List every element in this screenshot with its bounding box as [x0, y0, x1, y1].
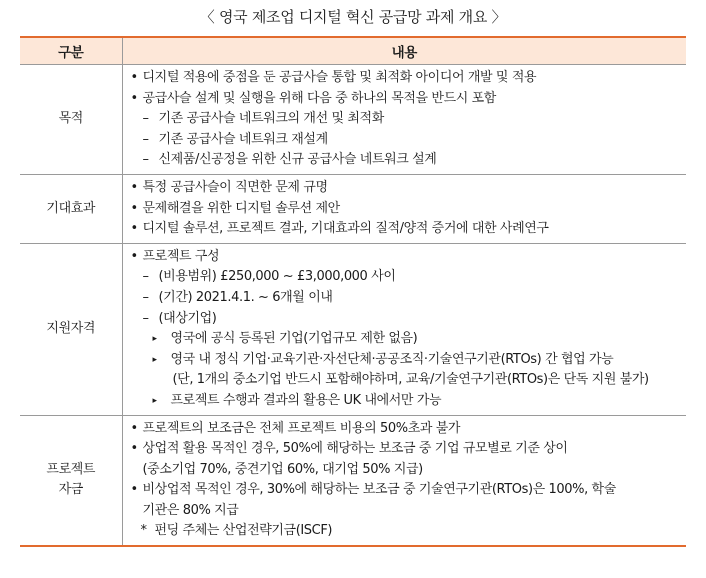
- list-item-text: 디지털 솔루션, 프로젝트 결과, 기대효과의 질적/양적 증거에 대한 사례연구: [142, 221, 549, 237]
- list-item-text: 기존 공급사슬 네트워크의 개선 및 최적화: [158, 111, 384, 127]
- bullet-marker: •: [130, 420, 138, 436]
- list-item-text: 영국에 공식 등록된 기업(기업규모 제한 없음): [170, 331, 418, 347]
- bullet-marker: •: [130, 200, 138, 216]
- list-item-text: 프로젝트 수행과 결과의 활용은 UK 내에서만 가능: [170, 392, 442, 408]
- list-item: [131, 439, 687, 460]
- footnote-text: 펀딩 주체는 산업전략기금(ISCF): [154, 523, 333, 539]
- row-label: [20, 65, 122, 175]
- list-item-text: 상업적 활용 목적인 경우, 50%에 해당하는 보조금 중 기업 규모별로 기준 상이: [142, 441, 568, 457]
- dash-marker: –: [142, 269, 149, 285]
- list-item-text: 비상업적 목적인 경우, 30%에 해당하는 보조금 중 기술연구기관(RTOs)은 100%, 학술: [142, 482, 616, 498]
- table-row: [20, 415, 686, 546]
- list-item: [131, 130, 687, 151]
- list-item-continuation: [131, 370, 687, 391]
- dash-marker: –: [142, 131, 149, 147]
- list-item: [131, 109, 687, 130]
- list-item: [131, 247, 687, 268]
- row-label-line: 기대효과: [46, 200, 96, 216]
- row-label: [20, 174, 122, 243]
- row-label-line: 지원자격: [46, 321, 96, 337]
- row-label: [20, 243, 122, 415]
- list-item-continuation: [131, 460, 687, 481]
- row-content: [122, 415, 686, 546]
- list-item-continuation: [131, 501, 687, 522]
- bullet-marker: •: [130, 248, 138, 264]
- dash-marker: –: [142, 289, 149, 305]
- bullet-marker: •: [130, 221, 138, 237]
- list-item-text: 특정 공급사슬이 직면한 문제 규명: [142, 179, 328, 195]
- list-item: [131, 391, 687, 412]
- list-item: [131, 68, 687, 89]
- table-row: [20, 243, 686, 415]
- footnote: [131, 521, 687, 542]
- header-category: 구분: [20, 37, 122, 65]
- list-item-text: 영국 내 정식 기업·교육기관·자선단체·공공조직·기술연구기관(RTOs) 간 협업 가능: [170, 351, 614, 367]
- list-item-text: (중소기업 70%, 중견기업 60%, 대기업 50% 지급): [142, 461, 423, 477]
- list-item: [131, 309, 687, 330]
- bullet-marker: •: [130, 482, 138, 498]
- page-title: 〈 영국 제조업 디지털 혁신 공급망 과제 개요 〉: [199, 8, 507, 26]
- row-label: [20, 415, 122, 546]
- list-item-text: 기관은 80% 지급: [142, 502, 239, 518]
- list-item: [131, 199, 687, 220]
- asterisk-marker: *: [140, 523, 147, 539]
- row-content: [122, 243, 686, 415]
- list-item: [131, 219, 687, 240]
- list-item-text: 프로젝트의 보조금은 전체 프로젝트 비용의 50%초과 불가: [142, 420, 461, 436]
- list-item-text: 디지털 적용에 중점을 둔 공급사슬 통합 및 최적화 아이디어 개발 및 적용: [142, 70, 537, 85]
- row-content: [122, 174, 686, 243]
- list-item-text: 공급사슬 설계 및 실행을 위해 다음 중 하나의 목적을 반드시 포함: [142, 90, 496, 106]
- bullet-marker: •: [130, 179, 138, 195]
- list-item-text: 문제해결을 위한 디지털 솔루션 제안: [142, 200, 340, 216]
- row-label-line: 프로젝트: [46, 462, 96, 478]
- list-item-text: 프로젝트 구성: [142, 248, 220, 264]
- table-header-row: [20, 37, 686, 65]
- list-item-text: 기존 공급사슬 네트워크 재설계: [158, 131, 328, 147]
- list-item: [131, 267, 687, 288]
- dash-marker: –: [142, 310, 149, 326]
- row-label-line: 자금: [58, 482, 83, 498]
- list-item: [131, 89, 687, 110]
- list-item: [131, 419, 687, 440]
- dash-marker: –: [142, 152, 149, 168]
- list-item-text: (대상기업): [158, 310, 217, 326]
- bullet-marker: •: [130, 90, 138, 106]
- table-row: [20, 65, 686, 175]
- bullet-marker: •: [130, 70, 138, 85]
- list-item-text: (비용범위) £250,000 ~ £3,000,000 사이: [158, 269, 396, 285]
- triangle-marker-icon: ▸: [152, 354, 157, 365]
- triangle-marker-icon: ▸: [152, 395, 157, 406]
- header-content: 내용: [122, 37, 686, 65]
- list-item-text: (기간) 2021.4.1. ~ 6개월 이내: [158, 289, 333, 305]
- row-label-line: 목적: [58, 111, 83, 127]
- row-content: [122, 65, 686, 175]
- list-item: [131, 480, 687, 501]
- list-item-text: 신제품/신공정을 위한 신규 공급사슬 네트워크 설계: [158, 152, 437, 168]
- list-item: [131, 350, 687, 371]
- table-row: [20, 174, 686, 243]
- list-item: [131, 150, 687, 171]
- list-item: [131, 178, 687, 199]
- bullet-marker: •: [130, 441, 138, 457]
- dash-marker: –: [142, 111, 149, 127]
- triangle-marker-icon: ▸: [152, 334, 157, 345]
- list-item: [131, 288, 687, 309]
- list-item: [131, 329, 687, 350]
- list-item-text: (단, 1개의 중소기업 반드시 포함해야하며, 교육/기술연구기관(RTOs)은 단독 지원 불가): [172, 372, 649, 388]
- overview-table: [20, 36, 686, 547]
